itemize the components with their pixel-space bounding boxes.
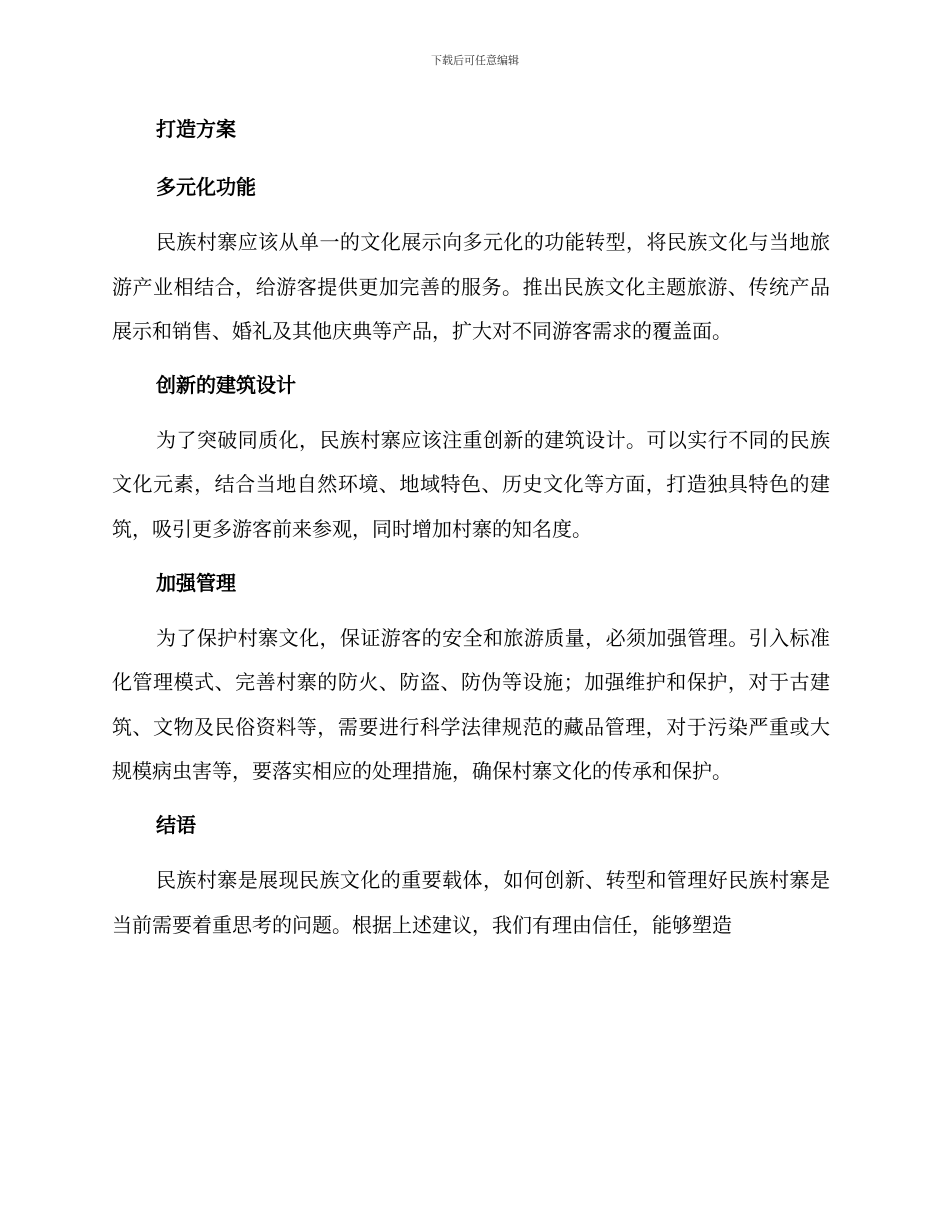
section-heading-conclusion: 结语 (156, 812, 196, 837)
page-header: 下载后可任意编辑 (431, 54, 519, 67)
paragraph-architecture: 为了突破同质化，民族村寨应该注重创新的建筑设计。可以实行不同的民族文化元素，结合当地自然环境、地域特色、历史文化等方面，打造独具特色的建筑，吸引更多游客前来参观，同时增加村寨的知名度。 (112, 427, 830, 541)
paragraph-conclusion: 民族村寨是展现民族文化的重要载体，如何创新、转型和管理好民族村寨是当前需要着重思考的问题。根据上述建议，我们有理由信任，能够塑造 (112, 867, 830, 937)
document-body (112, 108, 830, 947)
section-heading-management: 加强管理 (156, 570, 236, 595)
paragraph-management: 为了保护村寨文化，保证游客的安全和旅游质量，必须加强管理。引入标准化管理模式、完善村寨的防火、防盗、防伪等设施；加强维护和保护，对于古建筑、文物及民俗资料等，需要进行科学法律规范的藏品管理，对于污染严重或大规模病虫害等，要落实相应的处理措施，确保村寨文化的传承和保护。 (112, 625, 830, 784)
section-heading-plan: 打造方案 (156, 117, 236, 141)
section-heading-architecture: 创新的建筑设计 (156, 372, 296, 397)
section-heading-multifunction: 多元化功能 (156, 175, 256, 199)
paragraph-multifunction: 民族村寨应该从单一的文化展示向多元化的功能转型，将民族文化与当地旅游产业相结合，给游客提供更加完善的服务。推出民族文化主题旅游、传统产品展示和销售、婚礼及其他庆典等产品，扩大对不同游客需求的覆盖面。 (112, 230, 830, 344)
